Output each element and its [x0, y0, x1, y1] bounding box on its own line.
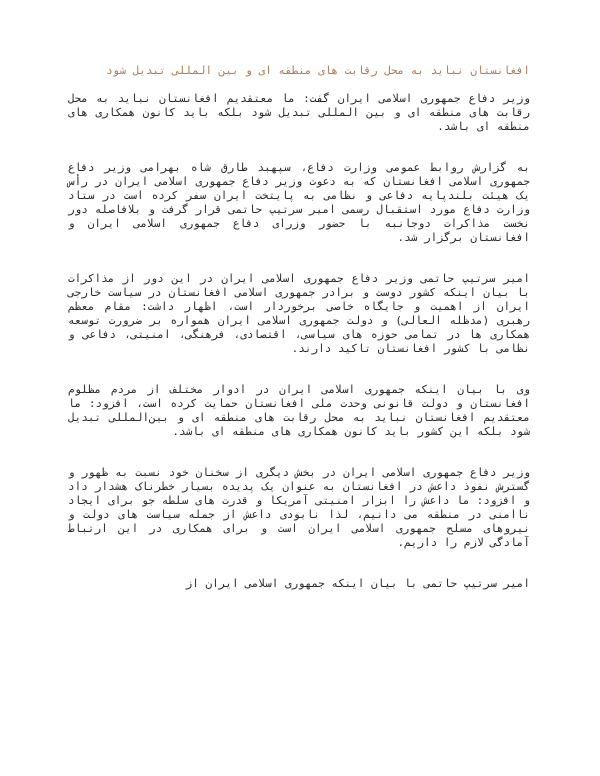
paragraph-3: امیر سرتیپ حاتمی وزیر دفاع جمهوری اسلامی ایران در این دور از مذاکرات با بیان اینکه کشور دوست و برادر جمهوری اسلامی افغانستان در سیاست خارجی ایران از اهمیت و جایگاه خاصی برخوردار است، اظهار داشت: مقام معظم رهبری (مدظله العالی) و دولت جمهوری اسلامی ایران همواره بر ضرورت توسعه همکاری ها در تمامی حوزه های سیاسی، اقتصادی، فرهنگی، امنیتی، دفاعی و نظامی با کشور افغانستان تاکید دارند. — [68, 272, 530, 355]
paragraph-4: وی با بیان اینکه جمهوری اسلامی ایران در ادوار مختلف از مردم مظلوم افغانستان و دولت قانونی وحدت ملی افغانستان حمایت کرده است، افزود: ما معتقدیم افغانستان نباید به محل رقابت های منطقه ای و بین‌المللی تبدیل شود بلکه این کشور باید کانون همکاری های منطقه ای باشد. — [68, 383, 530, 438]
article-title: افغانستان نباید به محل رقابت های منطقه ای و بین المللی تبدیل شود — [106, 64, 530, 77]
paragraph-6: امیر سرتیپ حاتمی با بیان اینکه جمهوری اسلامی ایران از — [185, 577, 530, 590]
paragraph-5: وزیر دفاع جمهوری اسلامی ایران در بخش دیگری از سخنان خود نسبت به ظهور و گسترش نفوذ داعش در افغانستان به عنوان یک پدیده بسیار خطرناک هشدار داد و افزود: ما داعش را ابزار امنیتی آمریکا و قدرت های سلطه جو برای ایجاد ناامنی در منطقه می دانیم، لذا نابودی داعش از جمله سیاست های دولت و نیروهای مسلح جمهوری اسلامی ایران است و برای همکاری در این ارتباط آمادگی لازم را داریم. — [68, 466, 530, 549]
document-page — [68, 64, 530, 618]
paragraph-2: به گزارش روابط عمومی وزارت دفاع، سپهبد طارق شاه بهرامی وزیر دفاع جمهوری اسلامی افغانستان که به دعوت وزیر دفاع جمهوری اسلامی ایران در رأس یک هیئت بلندپایه دفاعی و نظامی به پایتخت ایران سفر کرده است در ستاد وزارت دفاع مورد استقبال رسمی امیر سرتیپ حاتمی قرار گرفت و بلافاصله دور نخست مذاکرات دوجانبه با حضور وزرای دفاع جمهوری اسلامی ایران و افغانستان برگزار شد. — [68, 161, 530, 244]
paragraph-1: وزیر دفاع جمهوری اسلامی ایران گفت: ما معتقدیم افغانستان نباید به محل رقابت های منطقه ای و بین المللی تبدیل شود بلکه باید کانون همکاری های منطقه ای باشد. — [68, 92, 530, 133]
